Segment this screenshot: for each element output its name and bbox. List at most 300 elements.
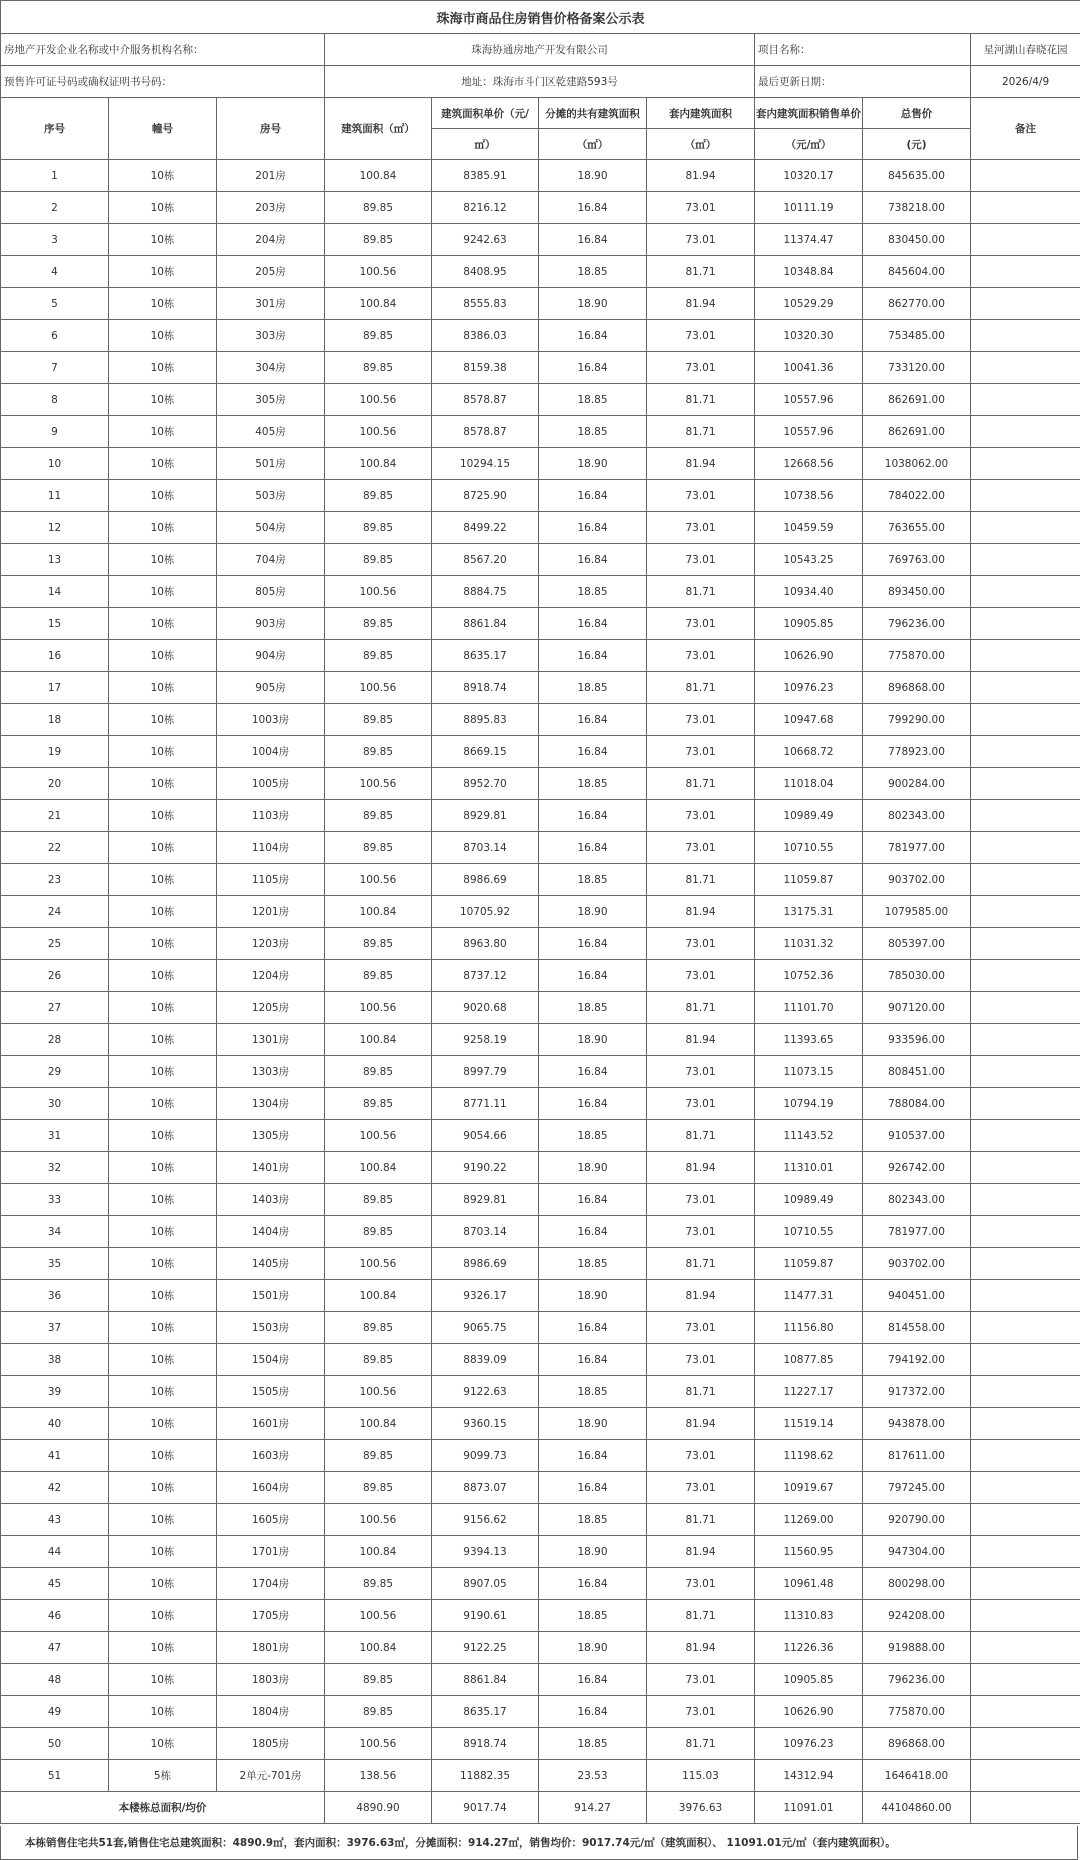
- room-cell: 1604房: [217, 1472, 325, 1504]
- seq-cell: 4: [1, 256, 109, 288]
- inner-area-cell: 73.01: [647, 224, 755, 256]
- inner-price-cell: 10947.68: [755, 704, 863, 736]
- inner-area-cell: 81.71: [647, 768, 755, 800]
- address-value: 地址：珠海市斗门区乾建路593号: [325, 66, 755, 98]
- total-price-cell: 947304.00: [863, 1536, 971, 1568]
- room-cell: 504房: [217, 512, 325, 544]
- area-cell: 89.85: [325, 1216, 432, 1248]
- inner-price-cell: 11519.14: [755, 1408, 863, 1440]
- building-cell: 10栋: [109, 1632, 217, 1664]
- table-row: [1, 256, 1080, 288]
- total-shared-area: 914.27: [539, 1792, 647, 1824]
- table-row: [1, 1472, 1080, 1504]
- seq-cell: 49: [1, 1696, 109, 1728]
- seq-cell: 20: [1, 768, 109, 800]
- inner-price-cell: 11393.65: [755, 1024, 863, 1056]
- shared-area-cell: 16.84: [539, 480, 647, 512]
- area-cell: 89.85: [325, 608, 432, 640]
- building-cell: 10栋: [109, 1696, 217, 1728]
- building-cell: 10栋: [109, 1056, 217, 1088]
- room-cell: 1403房: [217, 1184, 325, 1216]
- inner-area-cell: 73.01: [647, 1088, 755, 1120]
- total-price-cell: 796236.00: [863, 1664, 971, 1696]
- inner-area-cell: 73.01: [647, 736, 755, 768]
- unit-price-cell: 9190.22: [432, 1152, 539, 1184]
- building-cell: 10栋: [109, 160, 217, 192]
- inner-price-cell: 10976.23: [755, 672, 863, 704]
- header-unit-price-unit: ㎡）: [432, 129, 539, 160]
- table-row: [1, 704, 1080, 736]
- remark-cell: [971, 384, 1080, 416]
- total-label: 本楼栋总面积/均价: [1, 1792, 325, 1824]
- shared-area-cell: 18.85: [539, 1728, 647, 1760]
- total-price-cell: 1646418.00: [863, 1760, 971, 1792]
- table-row: [1, 1536, 1080, 1568]
- building-cell: 10栋: [109, 1600, 217, 1632]
- inner-price-cell: 11477.31: [755, 1280, 863, 1312]
- header-area: 建筑面积（㎡）: [325, 98, 432, 160]
- shared-area-cell: 16.84: [539, 1664, 647, 1696]
- unit-price-cell: 8737.12: [432, 960, 539, 992]
- seq-cell: 43: [1, 1504, 109, 1536]
- building-cell: 10栋: [109, 352, 217, 384]
- remark-cell: [971, 992, 1080, 1024]
- total-price-cell: 763655.00: [863, 512, 971, 544]
- inner-area-cell: 81.71: [647, 576, 755, 608]
- area-cell: 89.85: [325, 480, 432, 512]
- remark-cell: [971, 1216, 1080, 1248]
- building-cell: 10栋: [109, 704, 217, 736]
- total-unit-price: 9017.74: [432, 1792, 539, 1824]
- seq-cell: 7: [1, 352, 109, 384]
- remark-cell: [971, 448, 1080, 480]
- unit-price-cell: 9242.63: [432, 224, 539, 256]
- permit-label: 预售许可证号码或确权证明书号码：: [1, 66, 325, 98]
- room-cell: 1303房: [217, 1056, 325, 1088]
- project-label: 项目名称：: [755, 34, 971, 66]
- total-price-cell: 1079585.00: [863, 896, 971, 928]
- remark-cell: [971, 416, 1080, 448]
- shared-area-cell: 18.90: [539, 1024, 647, 1056]
- shared-area-cell: 16.84: [539, 1440, 647, 1472]
- room-cell: 1501房: [217, 1280, 325, 1312]
- developer-value: 珠海协通房地产开发有限公司: [325, 34, 755, 66]
- shared-area-cell: 18.85: [539, 768, 647, 800]
- unit-price-cell: 10294.15: [432, 448, 539, 480]
- inner-area-cell: 81.71: [647, 1248, 755, 1280]
- remark-cell: [971, 352, 1080, 384]
- unit-price-cell: 8873.07: [432, 1472, 539, 1504]
- table-row: [1, 1280, 1080, 1312]
- shared-area-cell: 16.84: [539, 224, 647, 256]
- remark-cell: [971, 1184, 1080, 1216]
- inner-area-cell: 73.01: [647, 512, 755, 544]
- area-cell: 100.56: [325, 1728, 432, 1760]
- area-cell: 89.85: [325, 1696, 432, 1728]
- unit-price-cell: 8555.83: [432, 288, 539, 320]
- unit-price-cell: 8386.03: [432, 320, 539, 352]
- building-cell: 10栋: [109, 736, 217, 768]
- seq-cell: 21: [1, 800, 109, 832]
- seq-cell: 38: [1, 1344, 109, 1376]
- unit-price-cell: 8725.90: [432, 480, 539, 512]
- remark-cell: [971, 1664, 1080, 1696]
- remark-cell: [971, 1696, 1080, 1728]
- remark-cell: [971, 1088, 1080, 1120]
- unit-price-cell: 9394.13: [432, 1536, 539, 1568]
- inner-area-cell: 73.01: [647, 640, 755, 672]
- inner-price-cell: 11073.15: [755, 1056, 863, 1088]
- table-row: [1, 1600, 1080, 1632]
- unit-price-cell: 11882.35: [432, 1760, 539, 1792]
- seq-cell: 32: [1, 1152, 109, 1184]
- table-row: [1, 608, 1080, 640]
- unit-price-cell: 8839.09: [432, 1344, 539, 1376]
- table-row: [1, 1440, 1080, 1472]
- total-price-cell: 753485.00: [863, 320, 971, 352]
- shared-area-cell: 18.90: [539, 160, 647, 192]
- inner-area-cell: 81.94: [647, 1536, 755, 1568]
- seq-cell: 45: [1, 1568, 109, 1600]
- total-price-cell: 943878.00: [863, 1408, 971, 1440]
- inner-area-cell: 81.94: [647, 1408, 755, 1440]
- unit-price-cell: 8929.81: [432, 800, 539, 832]
- table-row: [1, 768, 1080, 800]
- page-title: 珠海市商品住房销售价格备案公示表: [1, 1, 1080, 34]
- building-cell: 10栋: [109, 512, 217, 544]
- building-cell: 10栋: [109, 1120, 217, 1152]
- table-row: [1, 800, 1080, 832]
- unit-price-cell: 9122.25: [432, 1632, 539, 1664]
- room-cell: 1601房: [217, 1408, 325, 1440]
- building-cell: 10栋: [109, 544, 217, 576]
- remark-cell: [971, 288, 1080, 320]
- project-value: 星河湖山春晓花园: [971, 34, 1080, 66]
- inner-area-cell: 73.01: [647, 1344, 755, 1376]
- inner-price-cell: 11101.70: [755, 992, 863, 1024]
- room-cell: 704房: [217, 544, 325, 576]
- building-cell: 10栋: [109, 1088, 217, 1120]
- inner-price-cell: 10320.17: [755, 160, 863, 192]
- table-row: [1, 1024, 1080, 1056]
- remark-cell: [971, 1312, 1080, 1344]
- remark-cell: [971, 736, 1080, 768]
- building-cell: 10栋: [109, 1152, 217, 1184]
- table-row: [1, 1248, 1080, 1280]
- inner-area-cell: 73.01: [647, 1056, 755, 1088]
- remark-cell: [971, 1408, 1080, 1440]
- remark-cell: [971, 1760, 1080, 1792]
- unit-price-cell: 9360.15: [432, 1408, 539, 1440]
- unit-price-cell: 8895.83: [432, 704, 539, 736]
- unit-price-cell: 8771.11: [432, 1088, 539, 1120]
- building-cell: 10栋: [109, 1728, 217, 1760]
- total-inner-area: 3976.63: [647, 1792, 755, 1824]
- room-cell: 1804房: [217, 1696, 325, 1728]
- building-cell: 10栋: [109, 672, 217, 704]
- seq-cell: 44: [1, 1536, 109, 1568]
- inner-area-cell: 73.01: [647, 1216, 755, 1248]
- building-cell: 10栋: [109, 1024, 217, 1056]
- area-cell: 89.85: [325, 704, 432, 736]
- remark-cell: [971, 1280, 1080, 1312]
- seq-cell: 6: [1, 320, 109, 352]
- inner-price-cell: 11018.04: [755, 768, 863, 800]
- room-cell: 1203房: [217, 928, 325, 960]
- seq-cell: 31: [1, 1120, 109, 1152]
- table-row: [1, 320, 1080, 352]
- unit-price-cell: 8929.81: [432, 1184, 539, 1216]
- inner-price-cell: 10905.85: [755, 608, 863, 640]
- remark-cell: [971, 544, 1080, 576]
- remark-cell: [971, 800, 1080, 832]
- building-cell: 10栋: [109, 960, 217, 992]
- unit-price-cell: 8952.70: [432, 768, 539, 800]
- room-cell: 1004房: [217, 736, 325, 768]
- building-cell: 10栋: [109, 224, 217, 256]
- shared-area-cell: 18.90: [539, 896, 647, 928]
- shared-area-cell: 16.84: [539, 608, 647, 640]
- header-inner-price-unit: （元/㎡）: [755, 129, 863, 160]
- inner-area-cell: 81.94: [647, 160, 755, 192]
- remark-cell: [971, 640, 1080, 672]
- unit-price-cell: 8669.15: [432, 736, 539, 768]
- seq-cell: 8: [1, 384, 109, 416]
- table-row: [1, 192, 1080, 224]
- room-cell: 405房: [217, 416, 325, 448]
- remark-cell: [971, 1376, 1080, 1408]
- seq-cell: 50: [1, 1728, 109, 1760]
- inner-price-cell: 10543.25: [755, 544, 863, 576]
- total-price-cell: 903702.00: [863, 1248, 971, 1280]
- seq-cell: 46: [1, 1600, 109, 1632]
- total-price-cell: 814558.00: [863, 1312, 971, 1344]
- total-price-cell: 797245.00: [863, 1472, 971, 1504]
- shared-area-cell: 18.90: [539, 1152, 647, 1184]
- inner-area-cell: 73.01: [647, 960, 755, 992]
- table-row: [1, 1088, 1080, 1120]
- remark-cell: [971, 1600, 1080, 1632]
- total-price-cell: 907120.00: [863, 992, 971, 1024]
- total-price-cell: 893450.00: [863, 576, 971, 608]
- unit-price-cell: 8997.79: [432, 1056, 539, 1088]
- inner-area-cell: 73.01: [647, 544, 755, 576]
- remark-cell: [971, 672, 1080, 704]
- room-cell: 1701房: [217, 1536, 325, 1568]
- remark-cell: [971, 960, 1080, 992]
- room-cell: 1505房: [217, 1376, 325, 1408]
- inner-price-cell: 10961.48: [755, 1568, 863, 1600]
- unit-price-cell: 8861.84: [432, 1664, 539, 1696]
- area-cell: 89.85: [325, 1472, 432, 1504]
- unit-price-cell: 8986.69: [432, 1248, 539, 1280]
- area-cell: 100.84: [325, 288, 432, 320]
- room-cell: 1201房: [217, 896, 325, 928]
- area-cell: 89.85: [325, 1664, 432, 1696]
- area-cell: 100.84: [325, 160, 432, 192]
- header-room: 房号: [217, 98, 325, 160]
- area-cell: 89.85: [325, 352, 432, 384]
- building-cell: 10栋: [109, 1248, 217, 1280]
- area-cell: 100.56: [325, 576, 432, 608]
- shared-area-cell: 16.84: [539, 1088, 647, 1120]
- building-cell: 10栋: [109, 1216, 217, 1248]
- room-cell: 1104房: [217, 832, 325, 864]
- area-cell: 100.56: [325, 1120, 432, 1152]
- shared-area-cell: 16.84: [539, 320, 647, 352]
- shared-area-cell: 18.85: [539, 1120, 647, 1152]
- header-inner-price: 套内建筑面积销售单价: [755, 98, 863, 129]
- update-label: 最后更新日期：: [755, 66, 971, 98]
- building-cell: 10栋: [109, 800, 217, 832]
- table-row: [1, 1696, 1080, 1728]
- room-cell: 1404房: [217, 1216, 325, 1248]
- total-price-cell: 733120.00: [863, 352, 971, 384]
- shared-area-cell: 16.84: [539, 1056, 647, 1088]
- inner-price-cell: 11560.95: [755, 1536, 863, 1568]
- room-cell: 1205房: [217, 992, 325, 1024]
- total-price-cell: 799290.00: [863, 704, 971, 736]
- total-price-cell: 862691.00: [863, 384, 971, 416]
- inner-price-cell: 10877.85: [755, 1344, 863, 1376]
- summary-note: 本栋销售住宅共51套,销售住宅总建筑面积：4890.9㎡，套内面积：3976.63㎡，分摊面积：914.27㎡，销售均价：9017.74元/㎡（建筑面积）、 11091.01元/㎡（套内建筑面积）。: [0, 1826, 1078, 1860]
- seq-cell: 23: [1, 864, 109, 896]
- remark-cell: [971, 864, 1080, 896]
- shared-area-cell: 16.84: [539, 928, 647, 960]
- shared-area-cell: 18.85: [539, 576, 647, 608]
- seq-cell: 40: [1, 1408, 109, 1440]
- table-row: [1, 480, 1080, 512]
- shared-area-cell: 16.84: [539, 704, 647, 736]
- total-price-cell: 796236.00: [863, 608, 971, 640]
- building-cell: 10栋: [109, 1408, 217, 1440]
- building-cell: 10栋: [109, 320, 217, 352]
- total-inner-price: 11091.01: [755, 1792, 863, 1824]
- room-cell: 1801房: [217, 1632, 325, 1664]
- seq-cell: 1: [1, 160, 109, 192]
- header-shared-area: 分摊的共有建筑面积: [539, 98, 647, 129]
- inner-area-cell: 81.71: [647, 1120, 755, 1152]
- shared-area-cell: 16.84: [539, 352, 647, 384]
- area-cell: 89.85: [325, 1440, 432, 1472]
- shared-area-cell: 18.85: [539, 384, 647, 416]
- room-cell: 1305房: [217, 1120, 325, 1152]
- shared-area-cell: 18.85: [539, 864, 647, 896]
- total-price-cell: 775870.00: [863, 640, 971, 672]
- table-row: [1, 384, 1080, 416]
- building-cell: 10栋: [109, 448, 217, 480]
- seq-cell: 51: [1, 1760, 109, 1792]
- remark-cell: [971, 480, 1080, 512]
- header-total-price: 总售价: [863, 98, 971, 129]
- shared-area-cell: 18.85: [539, 416, 647, 448]
- remark-cell: [971, 1248, 1080, 1280]
- shared-area-cell: 16.84: [539, 1472, 647, 1504]
- remark-cell: [971, 704, 1080, 736]
- inner-price-cell: 10794.19: [755, 1088, 863, 1120]
- table-row: [1, 928, 1080, 960]
- remark-cell: [971, 896, 1080, 928]
- table-row: [1, 1376, 1080, 1408]
- room-cell: 903房: [217, 608, 325, 640]
- seq-cell: 22: [1, 832, 109, 864]
- unit-price-cell: 8884.75: [432, 576, 539, 608]
- remark-cell: [971, 160, 1080, 192]
- inner-price-cell: 11310.01: [755, 1152, 863, 1184]
- area-cell: 89.85: [325, 1184, 432, 1216]
- table-row: [1, 1632, 1080, 1664]
- seq-cell: 26: [1, 960, 109, 992]
- room-cell: 1503房: [217, 1312, 325, 1344]
- room-cell: 205房: [217, 256, 325, 288]
- header-inner-area: 套内建筑面积: [647, 98, 755, 129]
- unit-price-cell: 8499.22: [432, 512, 539, 544]
- inner-area-cell: 73.01: [647, 1696, 755, 1728]
- table-row: [1, 1728, 1080, 1760]
- building-cell: 10栋: [109, 1664, 217, 1696]
- inner-price-cell: 10668.72: [755, 736, 863, 768]
- room-cell: 1803房: [217, 1664, 325, 1696]
- building-cell: 10栋: [109, 992, 217, 1024]
- room-cell: 1003房: [217, 704, 325, 736]
- seq-cell: 27: [1, 992, 109, 1024]
- total-price-cell: 830450.00: [863, 224, 971, 256]
- shared-area-cell: 16.84: [539, 832, 647, 864]
- table-row: [1, 1344, 1080, 1376]
- shared-area-cell: 18.90: [539, 448, 647, 480]
- inner-price-cell: 10905.85: [755, 1664, 863, 1696]
- area-cell: 100.84: [325, 1152, 432, 1184]
- shared-area-cell: 16.84: [539, 1216, 647, 1248]
- inner-price-cell: 11227.17: [755, 1376, 863, 1408]
- area-cell: 100.84: [325, 448, 432, 480]
- total-price-cell: 785030.00: [863, 960, 971, 992]
- inner-price-cell: 10320.30: [755, 320, 863, 352]
- seq-cell: 35: [1, 1248, 109, 1280]
- remark-cell: [971, 1024, 1080, 1056]
- table-row: [1, 832, 1080, 864]
- room-cell: 201房: [217, 160, 325, 192]
- seq-cell: 30: [1, 1088, 109, 1120]
- total-price-cell: 845635.00: [863, 160, 971, 192]
- total-price-cell: 775870.00: [863, 1696, 971, 1728]
- area-cell: 100.56: [325, 384, 432, 416]
- building-cell: 10栋: [109, 256, 217, 288]
- area-cell: 89.85: [325, 192, 432, 224]
- room-cell: 1805房: [217, 1728, 325, 1760]
- inner-price-cell: 13175.31: [755, 896, 863, 928]
- unit-price-cell: 8918.74: [432, 672, 539, 704]
- remark-cell: [971, 1056, 1080, 1088]
- area-cell: 89.85: [325, 1568, 432, 1600]
- shared-area-cell: 18.90: [539, 1280, 647, 1312]
- total-price-cell: 802343.00: [863, 800, 971, 832]
- total-price-cell: 940451.00: [863, 1280, 971, 1312]
- inner-area-cell: 73.01: [647, 1472, 755, 1504]
- shared-area-cell: 16.84: [539, 800, 647, 832]
- area-cell: 89.85: [325, 928, 432, 960]
- inner-price-cell: 10710.55: [755, 1216, 863, 1248]
- unit-price-cell: 8159.38: [432, 352, 539, 384]
- inner-price-cell: 12668.56: [755, 448, 863, 480]
- inner-area-cell: 73.01: [647, 704, 755, 736]
- area-cell: 89.85: [325, 832, 432, 864]
- inner-price-cell: 10626.90: [755, 1696, 863, 1728]
- developer-label: 房地产开发企业名称或中介服务机构名称：: [1, 34, 325, 66]
- building-cell: 10栋: [109, 1184, 217, 1216]
- building-cell: 10栋: [109, 288, 217, 320]
- table-row: [1, 1152, 1080, 1184]
